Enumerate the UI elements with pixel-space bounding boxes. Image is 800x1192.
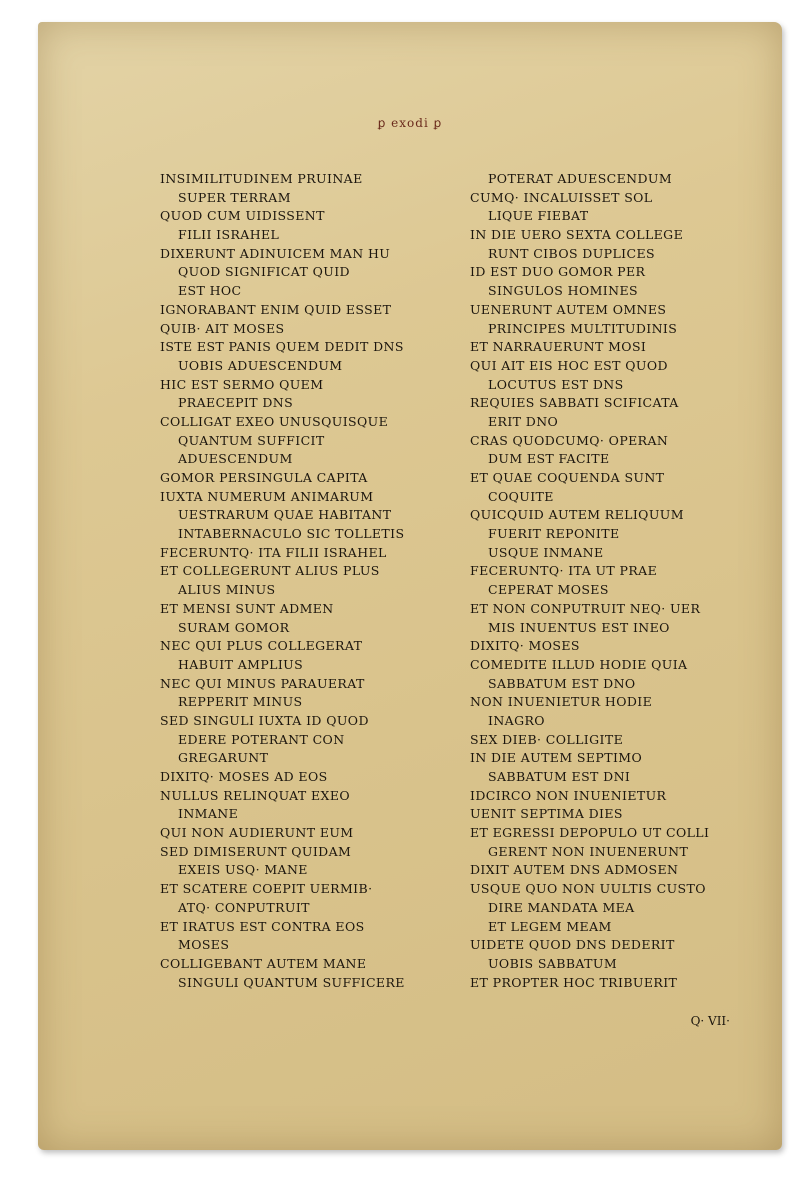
text-line: ALIUS MINUS	[178, 582, 276, 598]
text-line: DIXITQ· MOSES AD EOS	[160, 769, 328, 784]
text-line: NULLUS RELINQUAT EXEO	[160, 787, 351, 803]
text-line: COLLIGAT EXEO UNUSQUISQUE	[160, 413, 389, 429]
text-line: IN DIE UERO SEXTA COLLEGE	[470, 227, 684, 243]
text-line: ET COLLEGERUNT ALIUS PLUS	[160, 563, 380, 579]
text-line: IDCIRCO NON INUENIETUR	[470, 787, 667, 803]
text-line: SABBATUM EST DNI	[488, 769, 631, 784]
text-line: ET MENSI SUNT ADMEN	[160, 600, 334, 616]
text-line: MIS INUENTUS EST INEO	[488, 619, 670, 635]
text-line: ERIT DNO	[488, 413, 559, 429]
text-line: POTERAT ADUESCENDUM	[488, 171, 673, 186]
text-line: IGNORABANT ENIM QUID ESSET	[160, 301, 392, 317]
text-line: NEC QUI MINUS PARAUERAT	[160, 675, 365, 691]
text-line: ET EGRESSI DEPOPULO UT COLLI	[470, 825, 710, 841]
text-line: UENIT SEPTIMA DIES	[470, 806, 623, 822]
text-line: QUICQUID AUTEM RELIQUUM	[470, 507, 684, 523]
text-line: INMANE	[178, 806, 239, 822]
text-line: ET PROPTER HOC TRIBUERIT	[470, 974, 678, 990]
text-line: ET IRATUS EST CONTRA EOS	[160, 918, 365, 934]
text-line: SED DIMISERUNT QUIDAM	[160, 843, 352, 859]
left-text-column	[160, 170, 460, 992]
text-line: COQUITE	[488, 488, 554, 504]
text-line: REPPERIT MINUS	[178, 694, 303, 710]
text-line: UIDETE QUOD DNS DEDERIT	[470, 937, 675, 953]
text-line: SINGULOS HOMINES	[488, 283, 638, 299]
right-text-column	[470, 170, 770, 992]
text-line: EDERE POTERANT CON	[178, 731, 345, 747]
text-line: SABBATUM EST DNO	[488, 675, 636, 691]
text-line: NON INUENIETUR HODIE	[470, 694, 653, 710]
text-line: IN DIE AUTEM SEPTIMO	[470, 750, 643, 766]
text-line: SED SINGULI IUXTA ID QUOD	[160, 712, 369, 728]
text-line: NEC QUI PLUS COLLEGERAT	[160, 638, 363, 654]
text-line: ET SCATERE COEPIT UERMIB·	[160, 881, 373, 897]
text-line: GERENT NON INUENERUNT	[488, 843, 689, 859]
manuscript-page	[38, 22, 782, 1150]
text-line: CRAS QUODCUMQ· OPERAN	[470, 432, 669, 448]
text-line: CUMQ· INCALUISSET SOL	[470, 189, 653, 205]
text-line: COLLIGEBANT AUTEM MANE	[160, 955, 367, 971]
text-line: UENERUNT AUTEM OMNES	[470, 301, 667, 317]
text-line: INAGRO	[488, 712, 545, 728]
text-line: UOBIS SABBATUM	[488, 955, 618, 971]
text-line: SEX DIEB· COLLIGITE	[470, 731, 624, 747]
text-line: REQUIES SABBATI SCIFICATA	[470, 395, 679, 411]
running-header: ꝑ exodi ꝑ	[377, 116, 443, 130]
text-line: DIRE MANDATA MEA	[488, 899, 635, 915]
text-line: CEPERAT MOSES	[488, 582, 609, 598]
text-line: ATQ· CONPUTRUIT	[178, 899, 310, 915]
text-line: DIXITQ· MOSES	[470, 638, 580, 654]
text-line: FUERIT REPONITE	[488, 526, 620, 542]
text-line: SINGULI QUANTUM SUFFICERE	[178, 974, 405, 990]
text-line: QUOD SIGNIFICAT QUID	[178, 264, 350, 280]
text-line: ID EST DUO GOMOR PER	[470, 264, 646, 280]
quire-mark: Q· VII·	[690, 1014, 730, 1028]
text-line: ET NARRAUERUNT MOSI	[470, 339, 647, 355]
text-line: FECERUNTQ· ITA FILII ISRAHEL	[160, 544, 387, 560]
text-line: EST HOC	[178, 283, 242, 299]
text-line: QUOD CUM UIDISSENT	[160, 208, 325, 224]
text-line: COMEDITE ILLUD HODIE QUIA	[470, 656, 688, 672]
text-line: QUANTUM SUFFICIT	[178, 432, 325, 448]
text-line: UOBIS ADUESCENDUM	[178, 357, 343, 373]
text-line: QUIB· AIT MOSES	[160, 320, 285, 336]
text-line: ET QUAE COQUENDA SUNT	[470, 470, 665, 485]
text-line: INSIMILITUDINEM PRUINAE	[160, 171, 363, 186]
text-line: RUNT CIBOS DUPLICES	[488, 245, 655, 261]
text-line: ET LEGEM MEAM	[488, 918, 612, 934]
text-line: ISTE EST PANIS QUEM DEDIT DNS	[160, 339, 404, 355]
text-line: MOSES	[178, 937, 230, 953]
text-line: IUXTA NUMERUM ANIMARUM	[160, 488, 374, 504]
text-line: LIQUE FIEBAT	[488, 208, 589, 224]
text-line: EXEIS USQ· MANE	[178, 862, 308, 878]
text-line: FILII ISRAHEL	[178, 227, 280, 243]
text-line: GREGARUNT	[178, 750, 269, 766]
text-line: USQUE INMANE	[488, 544, 604, 560]
text-line: PRINCIPES MULTITUDINIS	[488, 320, 678, 336]
text-line: DIXIT AUTEM DNS ADMOSEN	[470, 862, 679, 878]
text-line: HABUIT AMPLIUS	[178, 656, 304, 672]
text-line: SURAM GOMOR	[178, 619, 290, 635]
text-line: GOMOR PERSINGULA CAPITA	[160, 470, 368, 485]
text-line: FECERUNTQ· ITA UT PRAE	[470, 563, 658, 579]
text-line: UESTRARUM QUAE HABITANT	[178, 507, 392, 523]
text-line: DUM EST FACITE	[488, 451, 610, 467]
text-line: ADUESCENDUM	[178, 451, 293, 467]
text-line: DIXERUNT ADINUICEM MAN HU	[160, 245, 391, 261]
text-line: USQUE QUO NON UULTIS CUSTO	[470, 881, 706, 897]
text-line: LOCUTUS EST DNS	[488, 376, 624, 392]
text-line: HIC EST SERMO QUEM	[160, 376, 324, 392]
text-line: QUI NON AUDIERUNT EUM	[160, 825, 354, 841]
text-line: ET NON CONPUTRUIT NEQ· UER	[470, 600, 701, 616]
text-line: INTABERNACULO SIC TOLLETIS	[178, 526, 405, 542]
text-line: PRAECEPIT DNS	[178, 395, 294, 411]
text-line: SUPER TERRAM	[178, 189, 291, 205]
text-line: QUI AIT EIS HOC EST QUOD	[470, 357, 668, 373]
